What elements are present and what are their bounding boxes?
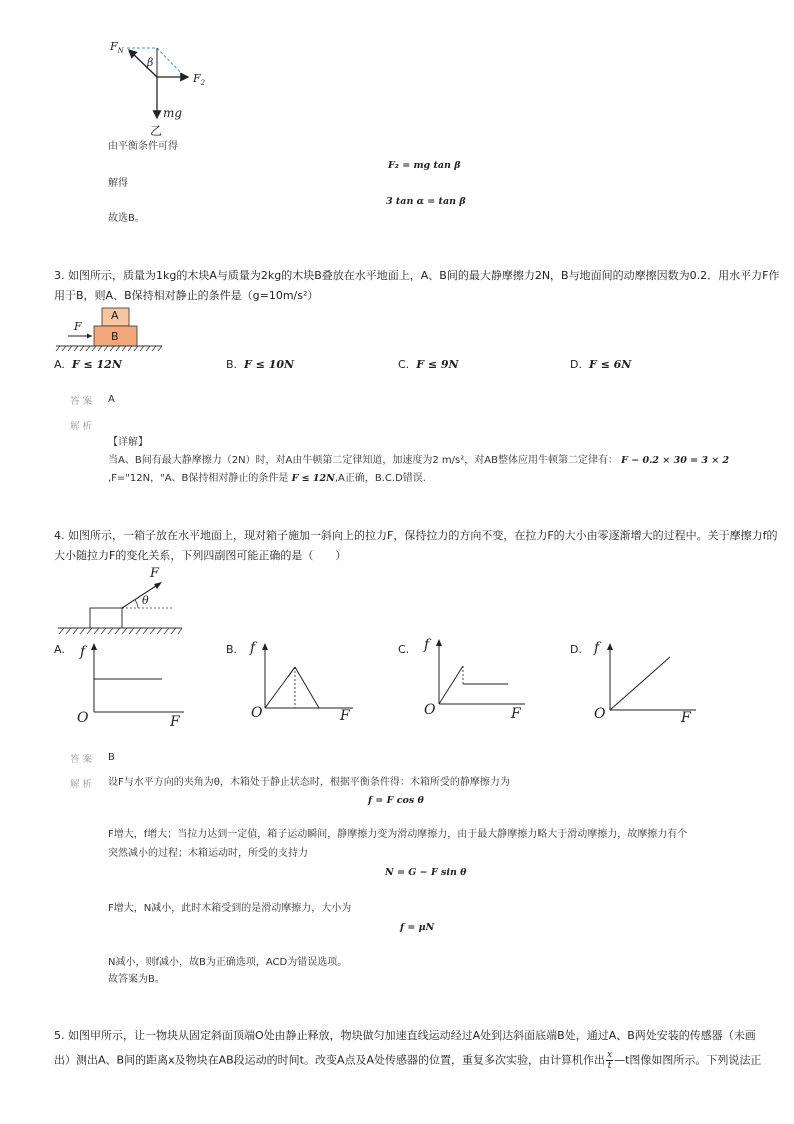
f2-label: $F_2$ [193, 72, 206, 88]
q3-option-b[interactable]: B. F ≤ 10N [226, 358, 295, 371]
q3-fig-label-b: B [111, 330, 119, 343]
q3-answer-label: 答案 [70, 396, 96, 407]
q4-graph-b-o: O [251, 705, 263, 721]
q4-line4: F增大，N减小，此时木箱受到的是滑动摩擦力，大小为 [108, 903, 352, 914]
q3-text-line2: 用于B，则A、B保持相对静止的条件是（g=10m/s²） [54, 289, 319, 302]
q3-fig-label-f: F [74, 320, 82, 333]
q4-graph-b-y: f [250, 640, 256, 656]
q3-detail-line1: 当A、B间有最大静摩擦力（2N）时，对A由牛顿第二定律知道，加速度为2 m/s²，对AB整体应用牛顿第二定律有： F − 0.2 × 30 = 3 × 2 [108, 455, 730, 466]
q3-block-figure [54, 306, 164, 356]
q3-text-line1: 3. 如图所示，质量为1kg的木块A与质量为2kg的木块B叠放在水平地面上，A、B间的最大静摩擦力2N，B与地面间的动摩擦因数为0.2．用水平力F作 [54, 269, 780, 282]
mg-label: mg [163, 106, 183, 120]
prev-eq1: F₂ = mg tan β [388, 160, 461, 171]
q4-graph-a-o: O [77, 710, 89, 726]
q3-fig-label-a: A [111, 309, 119, 322]
prev-line1: 由平衡条件可得 [108, 141, 178, 152]
q4-graph-c-o: O [424, 702, 436, 718]
q4-graph-b-x: F [340, 708, 350, 724]
prev-line2: 解得 [108, 178, 128, 189]
prev-line3: 故选B。 [108, 213, 145, 224]
q3-detail-line2: ,F="12N，"A、B保持相对静止的条件是 F ≤ 12N,A正确，B.C.D错误. [108, 473, 426, 484]
q4-line5: N减小，则f减小，故B为正确选项，ACD为错误选项。 [108, 957, 348, 968]
q4-line3: 突然减小的过程；木箱运动时，所受的支持力 [108, 848, 308, 859]
q3-analysis-label: 解析 [70, 421, 96, 432]
q4-answer: B [108, 752, 115, 763]
q3-answer: A [108, 394, 115, 405]
q4-answer-label: 答案 [70, 754, 96, 765]
q4-fig-label-theta: θ [142, 594, 149, 607]
q4-text-line1: 4. 如图所示，一箱子放在水平地面上，现对箱子施加一斜向上的拉力F，保持拉力的方向不变，在拉力F的大小由零逐渐增大的过程中。关于摩擦力f的 [54, 529, 778, 542]
q4-graph-d-y: f [594, 640, 600, 656]
q4-box-figure [54, 566, 184, 641]
q4-graph-a-x: F [170, 714, 180, 730]
q4-graph-b-key[interactable]: B. [226, 643, 238, 656]
q4-text-line2: 大小随拉力F的变化关系，下列四副图可能正确的是（ ） [54, 549, 347, 562]
q4-line2: F增大，f增大；当拉力达到一定值，箱子运动瞬间，静摩擦力变为滑动摩擦力，由于最大静摩擦力略大于滑动摩擦力，故摩擦力有个 [108, 829, 688, 840]
beta-label: β [147, 56, 154, 69]
q4-analysis-label: 解析 [70, 779, 96, 790]
q4-fig-label-f: F [150, 566, 160, 581]
q4-graph-a-y: f [80, 644, 86, 660]
q4-graph-a-key[interactable]: A. [54, 643, 65, 656]
q4-graph-c-x: F [511, 706, 521, 722]
q3-option-d[interactable]: D. F ≤ 6N [570, 358, 632, 371]
q5-text-line2: 出）测出A、B间的距离x及物块在AB段运动的时间t。改变A点及A处传感器的位置，重复多次实验，由计算机作出 $\frac{x}{t}$ —t图像如图所示。下列说法正 [54, 1050, 762, 1071]
q3-detail-title: 【详解】 [108, 437, 148, 448]
figure-caption: 乙 [150, 124, 163, 138]
q4-line1: 设F与水平方向的夹角为θ，木箱处于静止状态时，根据平衡条件得：木箱所受的静摩擦力为 [108, 777, 510, 788]
q3-option-a[interactable]: A. F ≤ 12N [54, 358, 122, 371]
q5-text-line1: 5. 如图甲所示，让一物块从固定斜面顶端O处由静止释放，物块做匀加速直线运动经过A处到达斜面底端B处，通过A、B两处安装的传感器（未画 [54, 1029, 756, 1042]
q4-eq1: f = F cos θ [368, 795, 424, 806]
q3-option-c[interactable]: C. F ≤ 9N [398, 358, 459, 371]
q4-eq3: f = μN [400, 922, 435, 933]
prev-eq2: 3 tan α = tan β [386, 196, 466, 207]
q4-graph-c-key[interactable]: C. [398, 643, 410, 656]
q4-graph-d-x: F [681, 710, 691, 726]
q4-graph-d-key[interactable]: D. [570, 643, 582, 656]
q4-eq2: N = G − F sin θ [385, 867, 467, 878]
q4-line6: 故答案为B。 [108, 974, 165, 985]
fn-label: $F_N$ [110, 40, 124, 56]
q4-graph-d-o: O [594, 706, 606, 722]
q4-graph-c-y: f [424, 637, 430, 653]
